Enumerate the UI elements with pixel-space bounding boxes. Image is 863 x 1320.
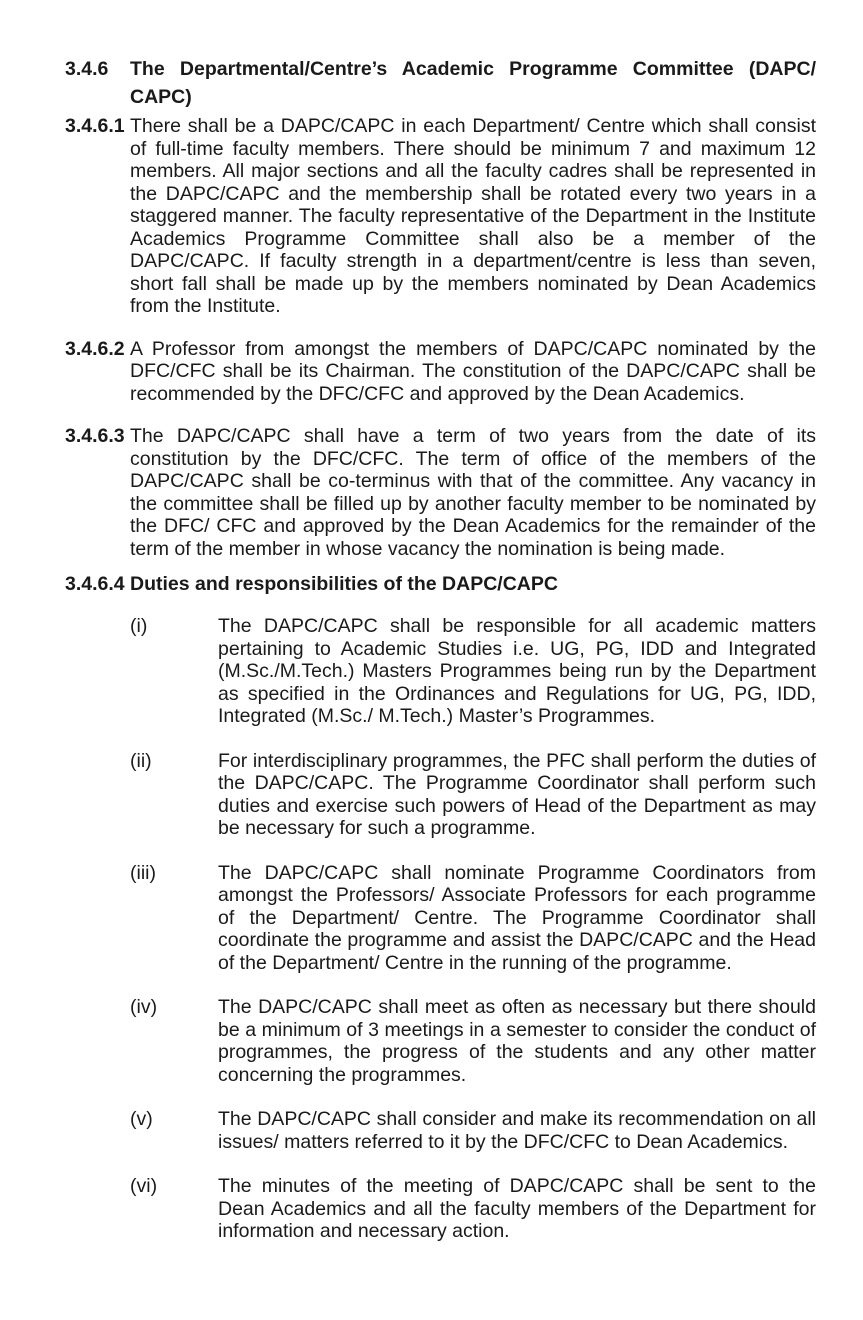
section-3-4-6 [65, 55, 816, 111]
section-3-4-6-4 [65, 570, 816, 598]
duty-item-v [130, 1108, 816, 1153]
duty-text: For interdisciplinary programmes, the PFC shall perform the duties of the DAPC/CAPC. The Programme Coordinator shall perform such duties and exercise such powers of Head of the Department as may be necessary for such a programme. [218, 749, 816, 839]
duty-text: The DAPC/CAPC shall nominate Programme Coordinators from amongst the Professors/ Associate Professors for each programme of the Department/ Centre. The Programme Coordinator shall coordinate the programme and assist the DAPC/CAPC and the Head of the Department/ Centre in the running of the programme. [218, 861, 816, 974]
duty-label: (iii) [130, 861, 156, 884]
section-3-4-6-3 [65, 425, 816, 560]
duty-label: (vi) [130, 1175, 158, 1197]
section-heading: The Departmental/Centre’s Academic Programme Committee (DAPC/ CAPC) [130, 58, 816, 108]
section-paragraph: There shall be a DAPC/CAPC in each Department/ Centre which shall consist of full-time faculty members. There should be minimum 7 and maximum 12 members. All major sections and all the faculty cadres shall be represented in the DAPC/CAPC and the membership shall be rotated every two years in a staggered manner. The faculty representative of the Department in the Institute Academics Programme Committee shall also be a member of the DAPC/CAPC. If faculty strength in a department/centre is less than seven, short fall shall be made up by the members nominated by Dean Academics from the Institute. [130, 115, 816, 317]
duty-label: (ii) [130, 749, 152, 772]
section-3-4-6-1 [65, 115, 816, 318]
duty-item-ii [130, 750, 816, 840]
section-paragraph: The DAPC/CAPC shall have a term of two years from the date of its constitution by the DFC/CFC. The term of office of the members of the DAPC/CAPC shall be co-terminus with that of the committee. Any vacancy in the committee shall be filled up by another faculty member to be nominated by the DFC/ CFC and approved by the Dean Academics for the remainder of the term of the member in whose vacancy the nomination is being made. [130, 425, 816, 560]
duty-label: (v) [130, 1108, 153, 1130]
duty-label: (i) [130, 615, 148, 637]
section-number: 3.4.6 [65, 58, 109, 80]
duty-item-iii [130, 862, 816, 975]
duty-item-i [130, 615, 816, 728]
duty-label: (iv) [130, 996, 158, 1018]
duty-text: The DAPC/CAPC shall consider and make its recommendation on all issues/ matters referred to it by the DFC/CFC to Dean Academics. [218, 1108, 816, 1153]
section-heading: Duties and responsibilities of the DAPC/CAPC [130, 573, 558, 595]
duties-list [65, 615, 816, 1243]
section-number: 3.4.6.3 [65, 425, 125, 447]
section-3-4-6-2 [65, 338, 816, 406]
section-paragraph: A Professor from amongst the members of DAPC/CAPC nominated by the DFC/CFC shall be its Chairman. The constitution of the DAPC/CAPC shall be recommended by the DFC/CFC and approved by the Dean Academics. [130, 337, 816, 405]
duty-text: The DAPC/CAPC shall be responsible for all academic matters pertaining to Academic Studies i.e. UG, PG, IDD and Integrated (M.Sc./M.Tech.) Masters Programmes being run by the Department as specified in the Ordinances and Regulations for UG, PG, IDD, Integrated (M.Sc./ M.Tech.) Master’s Programmes. [218, 615, 816, 727]
section-number: 3.4.6.1 [65, 115, 125, 137]
section-number: 3.4.6.4 [65, 573, 125, 595]
section-number: 3.4.6.2 [65, 337, 125, 360]
duty-text: The minutes of the meeting of DAPC/CAPC shall be sent to the Dean Academics and all the faculty members of the Department for information and necessary action. [218, 1175, 816, 1242]
duty-item-iv [130, 996, 816, 1086]
duty-text: The DAPC/CAPC shall meet as often as necessary but there should be a minimum of 3 meetings in a semester to consider the conduct of programmes, the progress of the students and any other matter concerning the programmes. [218, 996, 816, 1086]
duty-item-vi [130, 1175, 816, 1243]
